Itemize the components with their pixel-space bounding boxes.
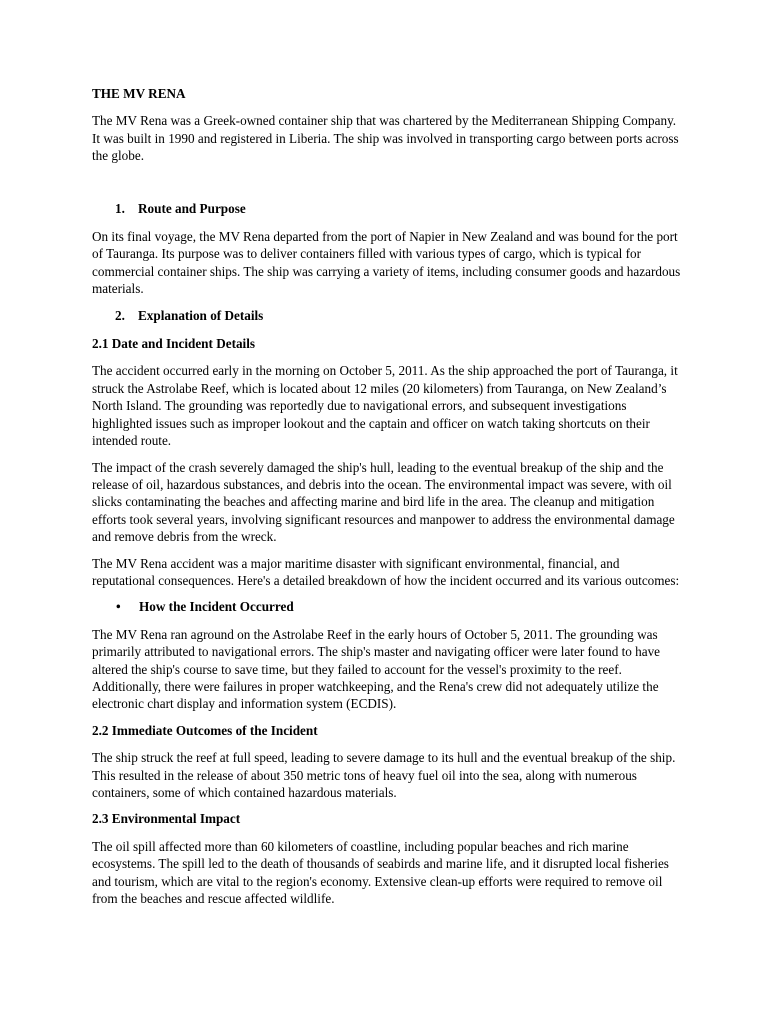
section-2-heading [92,307,682,324]
section-2-1-paragraph-3: The MV Rena accident was a major maritime disaster with significant environmental, financial, and reputational consequences. Here's a detailed breakdown of how the incident occurred and its various outcomes: [92,555,680,588]
section-2-3-paragraph: The oil spill affected more than 60 kilometers of coastline, including popular beaches and rich marine ecosystems. The spill led to the death of thousands of seabirds and marine life, and it disrupted local fisheries and tourism, which are vital to the region's economy. Extensive clean-up efforts were required to remove oil from the beaches and rescue affected wildlife. [92,838,669,907]
section-1-heading [92,200,682,217]
bullet-icon: • [116,599,121,615]
blank-line [92,174,682,200]
section-2-1-paragraph-2: The impact of the crash severely damaged the ship's hull, leading to the eventual breakup of the ship and the release of oil, hazardous substances, and debris into the ocean. The environmental impact was severe, with oil slicks contaminating the beaches and affecting marine and bird life in the area. The cleanup and mitigation efforts took several years, involving significant resources and manpower to address the environmental damage and remove debris from the wreck. [92,459,675,545]
section-2-2-heading: 2.2 Immediate Outcomes of the Incident [92,722,318,738]
section-2-1-heading: 2.1 Date and Incident Details [92,336,256,352]
document-page [92,85,682,916]
bullet-heading [92,598,682,615]
intro-paragraph: The MV Rena was a Greek-owned container ship that was chartered by the Mediterranean Shipping Company. It was built in 1990 and registered in Liberia. The ship was involved in transporting cargo between ports across the globe. [92,113,679,164]
section-2-3-heading: 2.3 Environmental Impact [92,811,241,827]
section-2-2-paragraph: The ship struck the reef at full speed, leading to severe damage to its hull and the eventual breakup of the ship. This resulted in the release of about 350 metric tons of heavy fuel oil into the sea, along with numerous containers, some of which contained hazardous materials. [92,750,676,800]
section-1-title: Route and Purpose [138,200,246,216]
section-1-number: 1. [115,200,125,216]
section-2-title: Explanation of Details [138,307,264,323]
bullet-paragraph: The MV Rena ran aground on the Astrolabe Reef in the early hours of October 5, 2011. The grounding was primarily attributed to navigational errors. The ship's master and navigating officer were later found to have altered the ship's course to save time, but they failed to account for the vessel's proximity to the reef. Additionally, there were failures in proper watchkeeping, and the Rena's crew did not adequately utilize the electronic chart display and information system (ECDIS). [92,626,661,712]
section-1-paragraph: On its final voyage, the MV Rena departed from the port of Napier in New Zealand and was bound for the port of Tauranga. Its purpose was to deliver containers filled with various types of cargo, which is typical for commercial container ships. The ship was carrying a variety of items, including consumer goods and hazardous materials. [92,229,681,297]
section-2-number: 2. [115,307,125,323]
bullet-title: How the Incident Occurred [139,599,294,615]
document-title: THE MV RENA [92,86,186,101]
section-2-1-paragraph-1: The accident occurred early in the morning on October 5, 2011. As the ship approached the port of Tauranga, it struck the Astrolabe Reef, which is located about 12 miles (20 kilometers) from Tauranga, on New Zealand’s North Island. The grounding was reportedly due to navigational errors, and subsequent investigations highlighted issues such as improper lookout and the captain and officer on watch taking shortcuts on their intended route. [92,363,678,449]
